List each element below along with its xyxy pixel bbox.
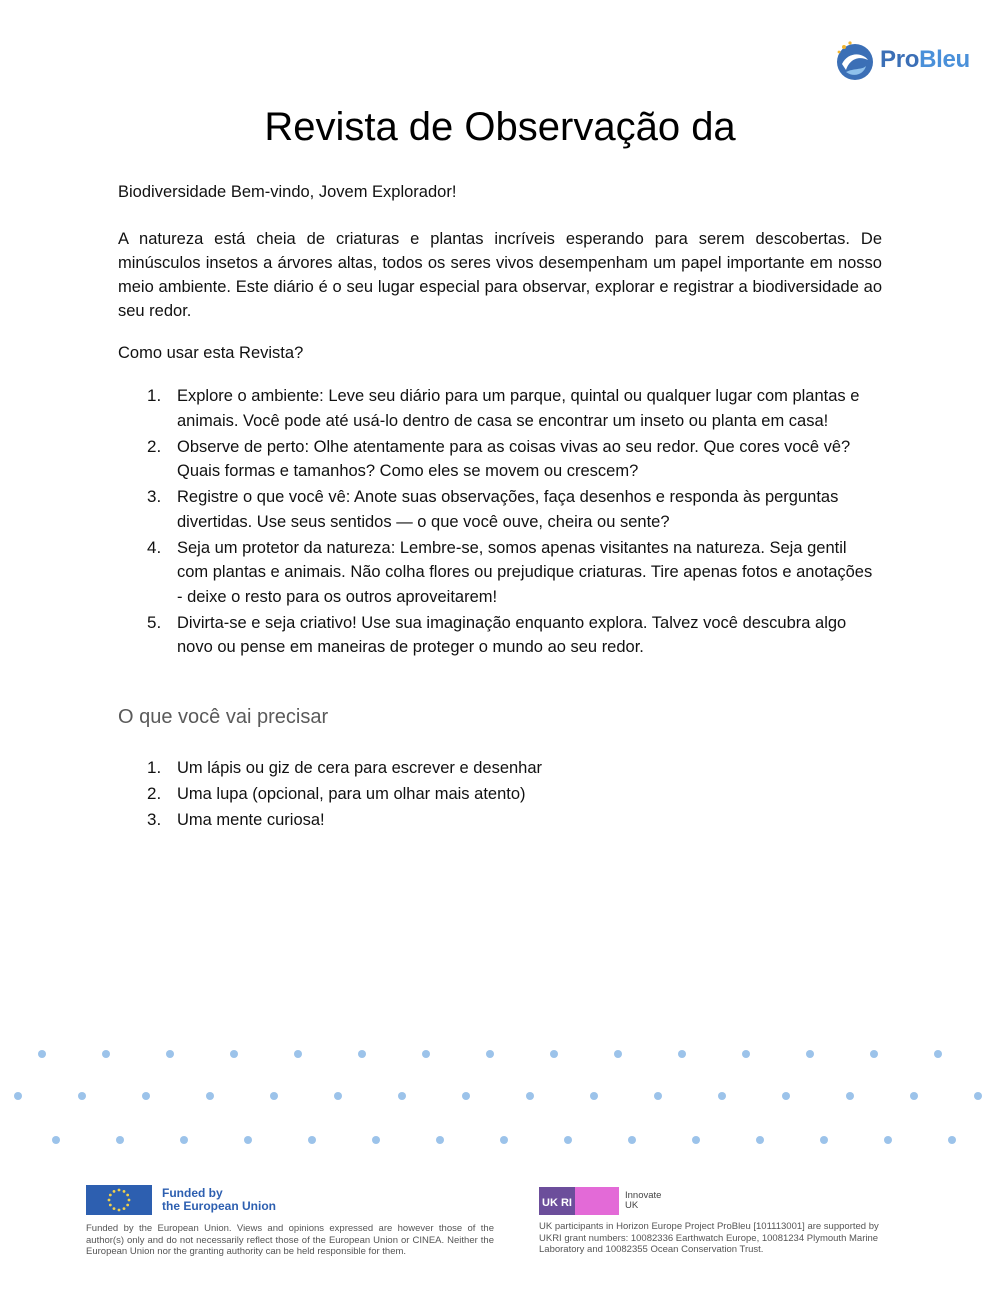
ukri-block [539,1187,899,1256]
list-item: 1. Explore o ambiente: Leve seu diário para um parque, quintal ou qualquer lugar com plantas e animais. Você pode até usá-lo dentro de casa se encontrar um inseto ou planta em casa! [147,386,860,430]
eu-disclaimer: Funded by the European Union. Views and opinions expressed are however those of the author(s) only and do not necessarily reflect those of the European Union or CINEA. Neither the European Union nor the granting authority can be held responsible for them. [86,1223,494,1257]
decorative-dot-pattern [0,1040,1000,1150]
intro-paragraph: A natureza está cheia de criaturas e plantas incríveis esperando para serem descobertas. De minúsculos insetos a árvores altas, todos os seres vivos desempenham um papel importante em nosso meio ambiente. Este diário é o seu lugar especial para observar, explorar e registrar a biodiversidade ao seu redor. [118,230,882,320]
decorative-dot [334,1092,342,1100]
eu-star [123,1190,126,1193]
decorative-dot [270,1092,278,1100]
decorative-dot [500,1136,508,1144]
eu-star [126,1194,129,1197]
needs-list [118,756,882,834]
decorative-dot [718,1092,726,1100]
decorative-dot [180,1136,188,1144]
decorative-dot [846,1092,854,1100]
decorative-dot [678,1050,686,1058]
eu-star [108,1199,111,1202]
list-item: 2. Uma lupa (opcional, para um olhar mais atento) [147,784,526,803]
ukri-logo-icon [539,1187,619,1215]
eu-star [113,1190,116,1193]
decorative-dot [820,1136,828,1144]
decorative-dot [614,1050,622,1058]
eu-star [118,1209,121,1212]
list-item: 4. Seja um protetor da natureza: Lembre-se, somos apenas visitantes na natureza. Seja gentil com plantas e animais. Não colha flores ou prejudique criaturas. Tire apenas fotos e anotações - deixe o resto para os outros aproveitarem! [147,537,873,606]
decorative-dot [78,1092,86,1100]
needs-heading: O que você vai precisar [118,706,329,728]
decorative-dot [564,1136,572,1144]
innovate-uk-label: Innovate UK [625,1190,662,1211]
decorative-dot [526,1092,534,1100]
decorative-dot [294,1050,302,1058]
decorative-dot [870,1050,878,1058]
eu-funded-label: Funded by the European Union [162,1186,276,1213]
decorative-dot [142,1092,150,1100]
decorative-dot [52,1136,60,1144]
decorative-dot [590,1092,598,1100]
eu-flag-icon [86,1185,152,1215]
logo-text: ProBleu [880,46,970,73]
decorative-dot [14,1092,22,1100]
decorative-dot [628,1136,636,1144]
decorative-dot [756,1136,764,1144]
decorative-dot [884,1136,892,1144]
decorative-dot [782,1092,790,1100]
ukri-funding-text: UK participants in Horizon Europe Project ProBleu [101113001] are supported by UKRI grant numbers: 10082336 Earthwatch Europe, 10081234 Plymouth Marine Laboratory and 10082355 Ocean Conservation Trust. [539,1221,879,1255]
eu-star [123,1207,126,1210]
list-item: 1. Um lápis ou giz de cera para escrever e desenhar [147,758,543,777]
decorative-dot [806,1050,814,1058]
decorative-dot [166,1050,174,1058]
decorative-dot [230,1050,238,1058]
eu-star [109,1204,112,1207]
decorative-dot [654,1092,662,1100]
decorative-dot [102,1050,110,1058]
eu-star [109,1194,112,1197]
decorative-dot [116,1136,124,1144]
decorative-dot [934,1050,942,1058]
eu-star [118,1189,121,1192]
decorative-dot [486,1050,494,1058]
decorative-dot [422,1050,430,1058]
decorative-dot [550,1050,558,1058]
probleu-logo [832,38,970,82]
list-item: 3. Registre o que você vê: Anote suas observações, faça desenhos e responda às perguntas divertidas. Use seus sentidos — o que você ouve, cheira ou sente? [147,487,839,531]
eu-star [113,1207,116,1210]
decorative-dot [974,1092,982,1100]
eu-funding-block [86,1185,494,1258]
decorative-dot [358,1050,366,1058]
decorative-dot [462,1092,470,1100]
eu-star [126,1204,129,1207]
probleu-emblem-icon [832,38,876,82]
decorative-dot [742,1050,750,1058]
decorative-dot [436,1136,444,1144]
eu-star [128,1199,131,1202]
decorative-dot [910,1092,918,1100]
decorative-dot [692,1136,700,1144]
decorative-dot [372,1136,380,1144]
list-item: 5. Divirta-se e seja criativo! Use sua imaginação enquanto explora. Talvez você descubra algo novo ou pense em maneiras de proteger o mundo ao seu redor. [147,612,847,656]
svg-text:UK RI: UK RI [542,1197,572,1209]
list-item: 2. Observe de perto: Olhe atentamente para as coisas vivas ao seu redor. Que cores você vê? Quais formas e tamanhos? Como eles se movem ou crescem? [147,436,851,480]
decorative-dot [206,1092,214,1100]
decorative-dot [398,1092,406,1100]
list-item: 3. Uma mente curiosa! [147,810,325,829]
decorative-dot [948,1136,956,1144]
page-title: Revista de Observação da [264,105,736,149]
how-to-heading: Como usar esta Revista? [118,344,304,362]
intro-line: Biodiversidade Bem-vindo, Jovem Explorador! [118,183,457,201]
how-to-list [118,384,882,661]
decorative-dot [308,1136,316,1144]
decorative-dot [38,1050,46,1058]
decorative-dot [244,1136,252,1144]
